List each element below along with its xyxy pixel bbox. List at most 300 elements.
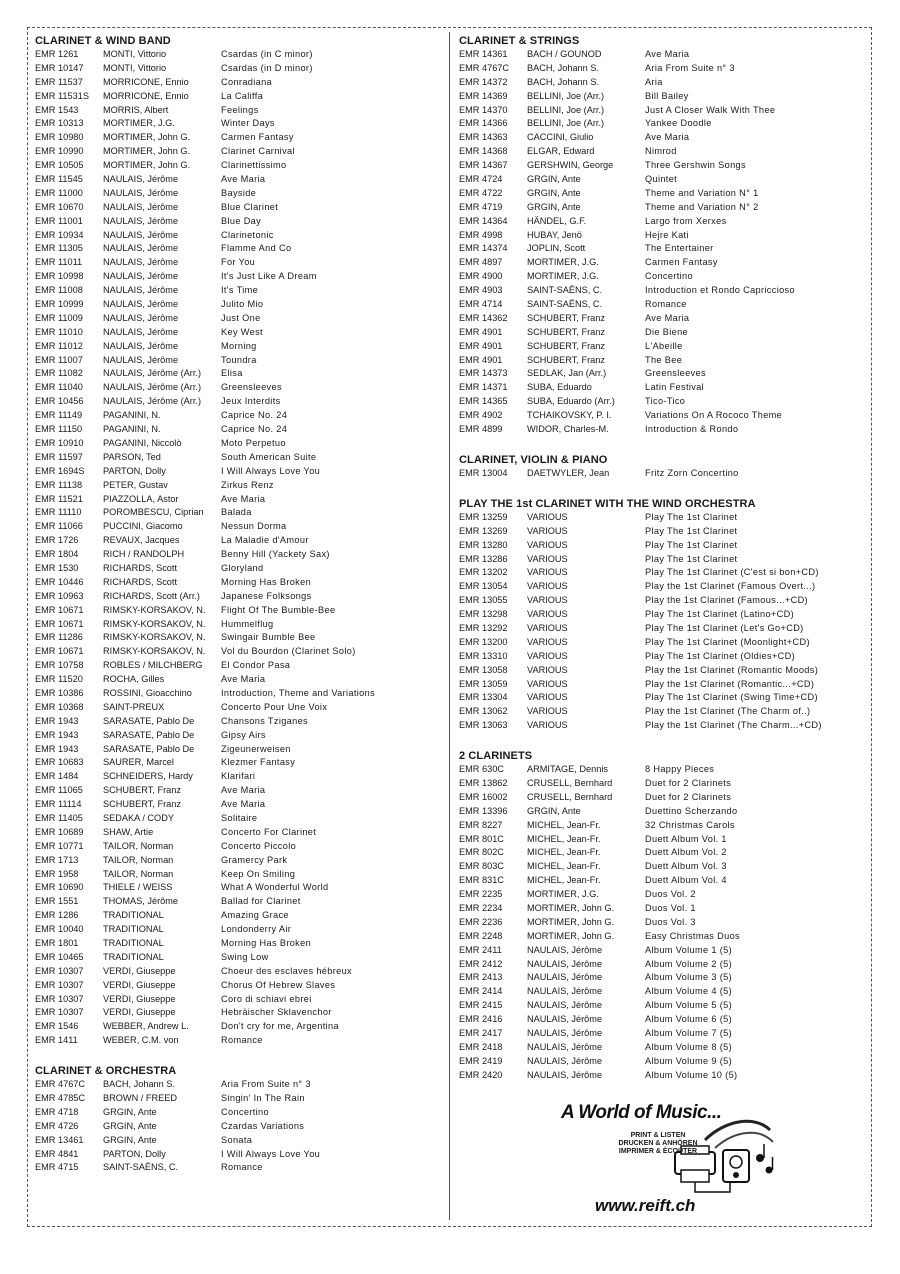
catalog-code: EMR 10670 [35, 201, 84, 212]
piece-title: Choeur des esclaves hébreux [221, 965, 353, 976]
catalog-code: EMR 8227 [459, 819, 503, 830]
catalog-code: EMR 10910 [35, 437, 84, 448]
composer-name: POROMBESCU, Ciprian [103, 507, 204, 518]
catalog-row [35, 326, 443, 340]
composer-name: MORRIS, Albert [103, 104, 169, 115]
catalog-row [459, 62, 867, 76]
catalog-code: EMR 802C [459, 847, 504, 858]
catalog-code: EMR 1551 [35, 896, 79, 907]
piece-title: Klezmer Fantasy [221, 757, 296, 768]
composer-name: VERDI, Giuseppe [103, 979, 176, 990]
catalog-code: EMR 10505 [35, 160, 84, 171]
piece-title: Play The 1st Clarinet (C'est si bon+CD) [645, 567, 819, 578]
catalog-row [35, 506, 443, 520]
catalog-row [459, 187, 867, 201]
piece-title: Play The 1st Clarinet [645, 539, 738, 550]
composer-name: MONTI, Vittorio [103, 62, 167, 73]
catalog-code: EMR 2417 [459, 1028, 503, 1038]
composer-name: PARTON, Dolly [103, 465, 166, 476]
catalog-code: EMR 1261 [35, 49, 79, 59]
piece-title: Benny Hill (Yackety Sax) [221, 549, 330, 560]
catalog-code: EMR 10307 [35, 965, 84, 976]
composer-name: VARIOUS [527, 539, 568, 550]
composer-name: HUBAY, Jenö [527, 229, 582, 240]
composer-name: PAGANINI, N. [103, 410, 161, 421]
piece-title: Concerto Pour Une Voix [221, 701, 328, 712]
composer-name: HÄNDEL, G.F. [527, 215, 587, 226]
catalog-code: EMR 13292 [459, 622, 508, 633]
piece-title: Easy Christmas Duos [645, 930, 740, 941]
composer-name: VARIOUS [527, 636, 568, 647]
composer-name: NAULAIS, Jérôme [527, 1028, 603, 1038]
piece-title: Largo from Xerxes [645, 215, 727, 226]
catalog-row [459, 888, 867, 902]
catalog-row [459, 999, 867, 1013]
catalog-row [459, 284, 867, 298]
piece-title: Play The 1st Clarinet [645, 553, 738, 564]
catalog-code: EMR 13200 [459, 636, 508, 647]
composer-name: NAULAIS, Jérôme [527, 958, 603, 969]
catalog-row [35, 117, 443, 131]
composer-name: SAINT-SAËNS, C. [527, 299, 603, 310]
catalog-row [35, 576, 443, 590]
catalog-row [35, 1006, 443, 1020]
catalog-code: EMR 2414 [459, 986, 503, 997]
piece-title: Gramercy Park [221, 854, 288, 865]
catalog-row [35, 965, 443, 979]
catalog-row [35, 729, 443, 743]
composer-name: ARMITAGE, Dennis [527, 764, 609, 775]
catalog-code: EMR 10980 [35, 132, 84, 143]
catalog-code: EMR 11150 [35, 424, 83, 435]
piece-title: Blue Day [221, 215, 262, 226]
piece-title: Zigeunerweisen [221, 743, 291, 754]
catalog-code: EMR 14374 [459, 243, 508, 254]
catalog-code: EMR 4722 [459, 187, 503, 198]
piece-title: Introduction & Rondo [645, 424, 739, 435]
composer-name: BACH, Johann S. [527, 62, 600, 73]
piece-title: Blue Clarinet [221, 201, 279, 212]
catalog-code: EMR 10990 [35, 146, 84, 157]
catalog-code: EMR 4726 [35, 1120, 79, 1131]
composer-name: VERDI, Giuseppe [103, 965, 176, 976]
catalog-code: EMR 2248 [459, 930, 503, 941]
piece-title: Play the 1st Clarinet (The Charm of..) [645, 706, 811, 717]
catalog-row [35, 1148, 443, 1162]
catalog-row [459, 860, 867, 874]
catalog-code: EMR 4841 [35, 1148, 79, 1159]
catalog-row [459, 791, 867, 805]
piece-title: I Will Always Love You [221, 465, 321, 476]
catalog-code: EMR 11521 [35, 493, 83, 504]
catalog-row [459, 971, 867, 985]
composer-name: WIDOR, Charles-M. [527, 424, 609, 435]
composer-name: NAULAIS, Jérôme [103, 340, 179, 351]
composer-name: SARASATE, Pablo De [103, 715, 195, 726]
composer-name: NAULAIS, Jérôme [527, 1055, 603, 1066]
piece-title: Csardas (in D minor) [221, 62, 313, 73]
catalog-row [35, 812, 443, 826]
catalog-row [35, 798, 443, 812]
piece-title: Duet for 2 Clarinets [645, 791, 732, 802]
composer-name: SAINT-SAËNS, C. [103, 1162, 179, 1173]
piece-title: L'Abeille [645, 340, 683, 351]
piece-title: Bill Bailey [645, 90, 689, 101]
piece-title: Play The 1st Clarinet [645, 511, 738, 522]
catalog-code: EMR 13269 [459, 525, 508, 536]
piece-title: South American Suite [221, 451, 317, 462]
composer-name: VARIOUS [527, 664, 568, 675]
piece-title: Duos Vol. 3 [645, 916, 696, 927]
piece-title: Play The 1st Clarinet [645, 525, 738, 536]
composer-name: TRADITIONAL [103, 910, 164, 921]
catalog-code: EMR 4718 [35, 1106, 79, 1117]
catalog-row [35, 854, 443, 868]
catalog-row [35, 76, 443, 90]
composer-name: RIMSKY-KORSAKOV, N. [103, 646, 206, 657]
catalog-row [459, 539, 867, 553]
catalog-code: EMR 10307 [35, 1007, 84, 1018]
composer-name: BELLINI, Joe (Arr.) [527, 104, 605, 115]
catalog-code: EMR 4902 [459, 410, 503, 421]
catalog-code: EMR 13259 [459, 511, 508, 522]
catalog-code: EMR 1943 [35, 743, 79, 754]
catalog-row [35, 590, 443, 604]
composer-name: DAETWYLER, Jean [527, 467, 610, 478]
piece-title: Winter Days [221, 118, 275, 129]
catalog-row [459, 525, 867, 539]
piece-title: Csardas (in C minor) [221, 49, 313, 59]
piece-title: Amazing Grace [221, 910, 289, 921]
composer-name: BELLINI, Joe (Arr.) [527, 118, 605, 129]
piece-title: Play The 1st Clarinet (Latino+CD) [645, 609, 794, 620]
catalog-row [459, 1055, 867, 1069]
composer-name: MICHEL, Jean-Fr. [527, 819, 601, 830]
piece-title: Just One [221, 312, 261, 323]
piece-title: Theme and Variation N° 2 [645, 201, 759, 212]
catalog-code: EMR 1713 [35, 854, 79, 865]
catalog-row [459, 467, 867, 481]
catalog-code: EMR 13304 [459, 692, 508, 703]
catalog-row [459, 1027, 867, 1041]
composer-name: TAILOR, Norman [103, 854, 174, 865]
catalog-row [459, 622, 867, 636]
piece-title: Morning Has Broken [221, 576, 312, 587]
piece-title: Morning [221, 340, 257, 351]
catalog-row [35, 173, 443, 187]
composer-name: MORTIMER, J.G. [527, 257, 599, 268]
catalog-row [35, 340, 443, 354]
composer-name: SAINT-PREUX [103, 701, 165, 712]
catalog-row [459, 650, 867, 664]
catalog-row [459, 846, 867, 860]
piece-title: Romance [645, 299, 687, 310]
logo-subtitle-line: IMPRIMER & ÉCOUTER [618, 1148, 698, 1155]
catalog-code: EMR 2415 [459, 1000, 503, 1011]
catalog-row [35, 979, 443, 993]
piece-title: Julito Mio [221, 299, 264, 310]
catalog-section [459, 749, 867, 1082]
catalog-row [459, 916, 867, 930]
composer-name: NAULAIS, Jérôme [103, 243, 179, 254]
catalog-row [459, 664, 867, 678]
catalog-code: EMR 13310 [459, 650, 508, 661]
catalog-row [459, 201, 867, 215]
catalog-code: EMR 14367 [459, 160, 508, 171]
catalog-code: EMR 801C [459, 833, 504, 844]
catalog-row [459, 409, 867, 423]
composer-name: SCHUBERT, Franz [527, 312, 605, 323]
catalog-code: EMR 1411 [35, 1035, 78, 1046]
catalog-row [35, 284, 443, 298]
composer-name: VARIOUS [527, 609, 568, 620]
catalog-code: EMR 11545 [35, 174, 83, 185]
composer-name: VARIOUS [527, 720, 568, 731]
catalog-code: EMR 4901 [459, 326, 503, 337]
left-column [35, 34, 443, 1191]
catalog-row [35, 229, 443, 243]
composer-name: NAULAIS, Jérôme [527, 1069, 603, 1080]
website-link[interactable]: www.reift.ch [595, 1196, 696, 1215]
piece-title: Hejre Kati [645, 229, 689, 240]
catalog-code: EMR 10671 [35, 618, 84, 629]
catalog-code: EMR 4715 [35, 1162, 79, 1173]
piece-title: The Entertainer [645, 243, 714, 254]
piece-title: Duett Album Vol. 2 [645, 847, 727, 858]
piece-title: Swingair Bumble Bee [221, 632, 316, 643]
catalog-section [459, 497, 867, 733]
piece-title: What A Wonderful World [221, 882, 329, 893]
catalog-code: EMR 10307 [35, 993, 84, 1004]
composer-name: NAULAIS, Jérôme [103, 201, 179, 212]
catalog-row [35, 437, 443, 451]
piece-title: Duos Vol. 2 [645, 889, 696, 900]
catalog-code: EMR 2419 [459, 1055, 503, 1066]
piece-title: Album Volume 9 (5) [645, 1055, 732, 1066]
composer-name: SEDLAK, Jan (Arr.) [527, 368, 607, 379]
piece-title: Aria [645, 76, 663, 87]
catalog-code: EMR 11082 [35, 368, 83, 379]
piece-title: Play the 1st Clarinet (Famous...+CD) [645, 595, 808, 606]
composer-name: JOPLIN, Scott [527, 243, 586, 254]
catalog-code: EMR 10313 [35, 118, 84, 129]
composer-name: ROBLES / MILCHBERG [103, 660, 203, 671]
composer-name: VERDI, Giuseppe [103, 993, 176, 1004]
catalog-row [35, 618, 443, 632]
piece-title: Ave Maria [221, 785, 266, 796]
catalog-row [35, 1020, 443, 1034]
catalog-code: EMR 1804 [35, 549, 79, 560]
catalog-code: EMR 10446 [35, 576, 84, 587]
catalog-row [35, 868, 443, 882]
composer-name: SCHUBERT, Franz [527, 354, 605, 365]
logo-subtitle [613, 1132, 703, 1156]
composer-name: MORTIMER, John G. [527, 930, 615, 941]
catalog-code: EMR 11065 [35, 785, 83, 796]
piece-title: I Will Always Love You [221, 1148, 321, 1159]
catalog-code: EMR 13286 [459, 553, 508, 564]
logo-subtitle-line: DRUCKEN & ANHÖREN [618, 1140, 698, 1147]
composer-name: PARSON, Ted [103, 451, 161, 462]
catalog-code: EMR 13202 [459, 567, 508, 578]
catalog-code: EMR 10963 [35, 590, 84, 601]
composer-name: TAILOR, Norman [103, 868, 174, 879]
composer-name: NAULAIS, Jérôme [527, 1014, 603, 1025]
piece-title: Album Volume 10 (5) [645, 1069, 738, 1080]
composer-name: SCHUBERT, Franz [103, 785, 181, 796]
catalog-code: EMR 2235 [459, 889, 503, 900]
composer-name: NAULAIS, Jérôme [103, 187, 179, 198]
catalog-code: EMR 11531S [35, 90, 89, 101]
catalog-row [35, 631, 443, 645]
composer-name: MORTIMER, John G. [527, 916, 615, 927]
composer-name: NAULAIS, Jérôme [527, 986, 603, 997]
catalog-code: EMR 1943 [35, 715, 79, 726]
catalog-code: EMR 10998 [35, 271, 84, 282]
catalog-row [35, 270, 443, 284]
catalog-row [459, 298, 867, 312]
piece-title: Bayside [221, 187, 257, 198]
piece-title: Ave Maria [645, 132, 690, 143]
catalog-code: EMR 4903 [459, 285, 503, 296]
composer-name: PIAZZOLLA, Astor [103, 493, 179, 504]
composer-name: VARIOUS [527, 650, 568, 661]
composer-name: MORTIMER, John G. [103, 146, 191, 157]
composer-name: VARIOUS [527, 581, 568, 592]
catalog-row [459, 90, 867, 104]
catalog-row [35, 826, 443, 840]
piece-title: Album Volume 4 (5) [645, 986, 732, 997]
composer-name: BROWN / FREED [103, 1093, 178, 1104]
catalog-code: EMR 4901 [459, 354, 503, 365]
catalog-row [35, 381, 443, 395]
catalog-row [459, 566, 867, 580]
composer-name: WEBBER, Andrew L. [103, 1021, 189, 1032]
piece-title: Album Volume 1 (5) [645, 944, 732, 955]
catalog-code: EMR 803C [459, 861, 504, 872]
piece-title: Carmen Fantasy [645, 257, 718, 268]
composer-name: SCHUBERT, Franz [527, 326, 605, 337]
piece-title: It's Time [221, 285, 259, 296]
composer-name: SUBA, Eduardo (Arr.) [527, 396, 615, 407]
composer-name: THOMAS, Jérôme [103, 896, 179, 907]
catalog-section [35, 34, 443, 1048]
catalog-code: EMR 14364 [459, 215, 508, 226]
composer-name: NAULAIS, Jérôme [103, 215, 179, 226]
piece-title: Album Volume 7 (5) [645, 1028, 732, 1038]
catalog-row [35, 1134, 443, 1148]
piece-title: Greensleeves [221, 382, 282, 393]
piece-title: Coro di schiavi ebrei [221, 993, 312, 1004]
catalog-row [35, 48, 443, 62]
piece-title: La Califfa [221, 90, 264, 101]
composer-name: PUCCINI, Giacomo [103, 521, 183, 532]
piece-title: Play The 1st Clarinet (Oldies+CD) [645, 650, 796, 661]
catalog-code: EMR 13280 [459, 539, 508, 550]
piece-title: Aria From Suite n° 3 [221, 1079, 311, 1090]
catalog-row [35, 298, 443, 312]
catalog-row [35, 451, 443, 465]
catalog-code: EMR 14371 [459, 382, 508, 393]
piece-title: Concertino [221, 1106, 269, 1117]
piece-title: Singin' In The Rain [221, 1093, 305, 1104]
composer-name: MORTIMER, J.G. [527, 271, 599, 282]
catalog-code: EMR 10671 [35, 646, 84, 657]
piece-title: Klarifari [221, 771, 256, 782]
piece-title: Swing Low [221, 951, 269, 962]
piece-title: Clarinet Carnival [221, 146, 295, 157]
composer-name: MORTIMER, J.G. [103, 118, 175, 129]
catalog-row [35, 145, 443, 159]
catalog-code: EMR 13461 [35, 1134, 84, 1145]
catalog-row [459, 691, 867, 705]
catalog-code: EMR 16002 [459, 791, 508, 802]
catalog-code: EMR 4719 [459, 201, 503, 212]
composer-name: GRGIN, Ante [527, 187, 581, 198]
catalog-code: EMR 11008 [35, 285, 83, 296]
catalog-row [459, 354, 867, 368]
catalog-code: EMR 11537 [35, 76, 83, 87]
logo-subtitle-line: PRINT & LISTEN [630, 1132, 686, 1139]
catalog-code: EMR 4785C [35, 1093, 86, 1104]
catalog-row [35, 951, 443, 965]
catalog-code: EMR 4714 [459, 299, 503, 310]
piece-title: Elisa [221, 368, 243, 379]
composer-name: NAULAIS, Jérôme [103, 271, 179, 282]
right-column [459, 34, 867, 1099]
catalog-code: EMR 10690 [35, 882, 84, 893]
composer-name: NAULAIS, Jérôme [103, 174, 179, 185]
piece-title: Latin Festival [645, 382, 705, 393]
piece-title: Greensleeves [645, 368, 706, 379]
piece-title: Play the 1st Clarinet (Romantic...+CD) [645, 678, 815, 689]
catalog-row [459, 229, 867, 243]
piece-title: Ave Maria [221, 674, 266, 685]
catalog-section [459, 453, 867, 481]
piece-title: Tico-Tico [645, 396, 686, 407]
piece-title: Yankee Doodle [645, 118, 712, 129]
catalog-row [35, 395, 443, 409]
composer-name: MICHEL, Jean-Fr. [527, 833, 601, 844]
piece-title: Concertino [645, 271, 693, 282]
catalog-code: EMR 4767C [35, 1079, 86, 1090]
catalog-code: EMR 10683 [35, 757, 84, 768]
catalog-row [459, 833, 867, 847]
composer-name: RICH / RANDOLPH [103, 549, 185, 560]
catalog-code: EMR 2418 [459, 1041, 503, 1052]
piece-title: Flight Of The Bumble-Bee [221, 604, 336, 615]
catalog-code: EMR 11000 [35, 187, 83, 198]
piece-title: Balada [221, 507, 252, 518]
catalog-code: EMR 10671 [35, 604, 84, 615]
composer-name: VARIOUS [527, 706, 568, 717]
piece-title: Ave Maria [221, 493, 266, 504]
catalog-code: EMR 4998 [459, 229, 503, 240]
composer-name: SCHNEIDERS, Hardy [103, 771, 193, 782]
catalog-row [459, 367, 867, 381]
composer-name: VERDI, Giuseppe [103, 1007, 176, 1018]
piece-title: Duett Album Vol. 3 [645, 861, 727, 872]
catalog-row [35, 1106, 443, 1120]
catalog-row [35, 367, 443, 381]
catalog-row [35, 1161, 443, 1175]
catalog-code: EMR 11012 [35, 340, 83, 351]
composer-name: VARIOUS [527, 525, 568, 536]
piece-title: La Maladie d'Amour [221, 535, 309, 546]
catalog-code: EMR 1958 [35, 868, 79, 879]
catalog-row [459, 312, 867, 326]
piece-title: Chansons Tziganes [221, 715, 308, 726]
